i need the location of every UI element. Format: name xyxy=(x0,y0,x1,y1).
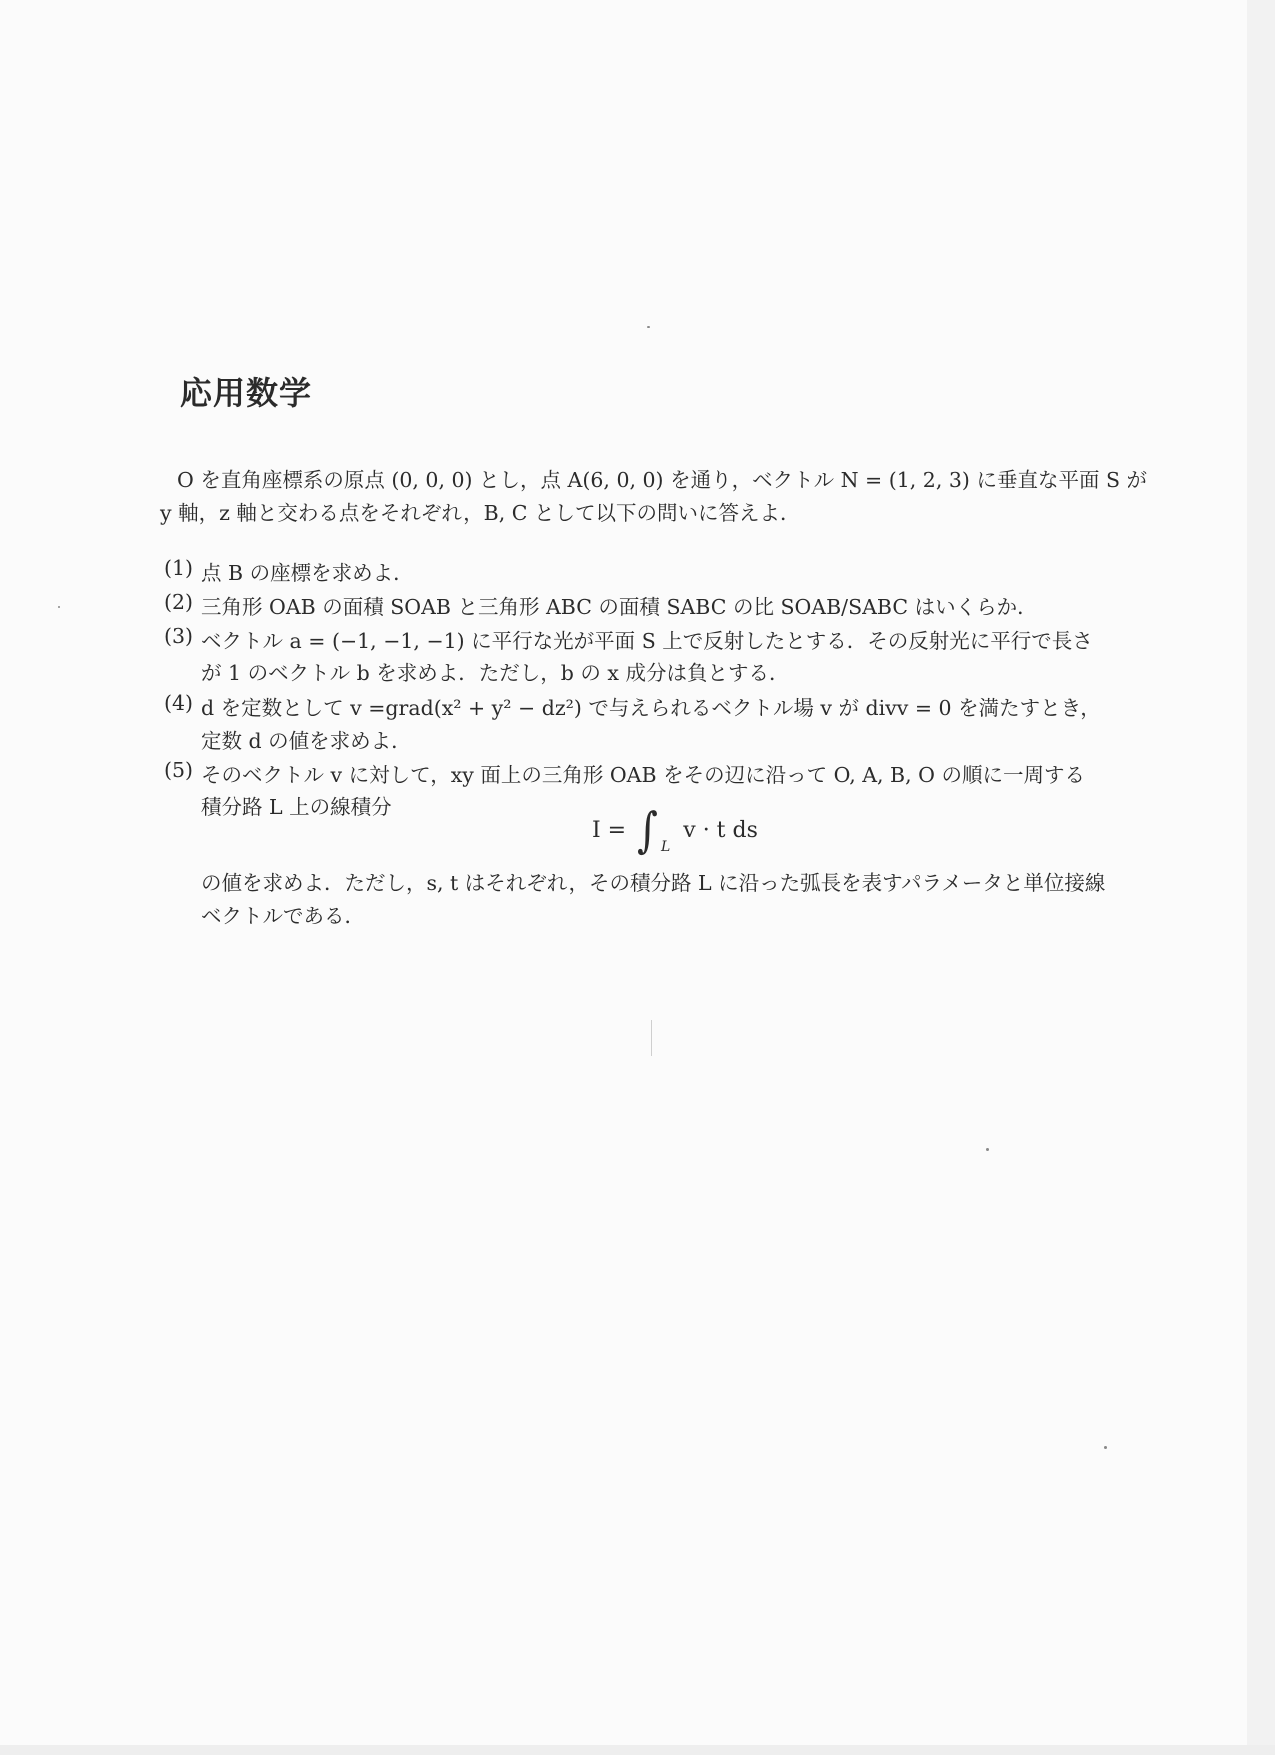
scan-speck xyxy=(58,606,60,608)
line-integral-formula xyxy=(592,803,758,859)
scan-speck xyxy=(986,1148,989,1151)
question-3-number: (3) xyxy=(164,624,194,648)
question-2-text: 三角形 OAB の面積 SOAB と三角形 ABC の面積 SABC の比 SOAB/SABC はいくらか． xyxy=(201,595,1038,619)
question-2-number: (2) xyxy=(164,590,194,614)
question-5-number: (5) xyxy=(164,758,194,782)
page-edge xyxy=(1247,0,1275,1755)
closing-line-2: ベクトルである． xyxy=(201,904,365,928)
integral-sign: ∫ xyxy=(637,803,658,859)
formula-lhs: I = xyxy=(592,818,627,843)
formula-integrand: v · t ds xyxy=(683,818,758,843)
question-3-text-line-1: ベクトル a = (−1, −1, −1) に平行な光が平面 S 上で反射したとする．その反射光に平行で長さ xyxy=(201,629,1093,653)
question-4-number: (4) xyxy=(164,691,194,715)
intro-line-1: O を直角座標系の原点 (0, 0, 0) とし，点 A(6, 0, 0) を通り，ベクトル N = (1, 2, 3) に垂直な平面 S が xyxy=(177,468,1148,492)
scan-speck xyxy=(647,326,650,328)
page-bottom-edge xyxy=(0,1745,1275,1755)
page-title: 応用数学 xyxy=(180,374,313,412)
scan-mark xyxy=(651,1020,652,1056)
question-5-text-line-2: 積分路 L 上の線積分 xyxy=(201,795,392,819)
intro-line-2: y 軸，z 軸と交わる点をそれぞれ，B, C として以下の問いに答えよ． xyxy=(160,501,801,525)
question-4-text-line-1: d を定数として v =grad(x² + y² − dz²) で与えられるベクトル場 v が divv = 0 を満たすとき， xyxy=(201,696,1101,720)
question-5-text-line-1: そのベクトル v に対して，xy 面上の三角形 OAB をその辺に沿って O, A, B, O の順に一周する xyxy=(201,763,1085,787)
question-1-number: (1) xyxy=(164,556,194,580)
question-4-text-line-2: 定数 d の値を求めよ． xyxy=(201,729,412,753)
question-1-text: 点 B の座標を求めよ． xyxy=(201,561,414,585)
question-3-text-line-2: が 1 のベクトル b を求めよ．ただし，b の x 成分は負とする． xyxy=(201,661,790,685)
scan-speck xyxy=(1104,1446,1107,1449)
closing-line-1: の値を求めよ．ただし，s, t はそれぞれ，その積分路 L に沿った弧長を表すパラメータと単位接線 xyxy=(201,871,1106,895)
integral-subscript: L xyxy=(660,839,671,855)
